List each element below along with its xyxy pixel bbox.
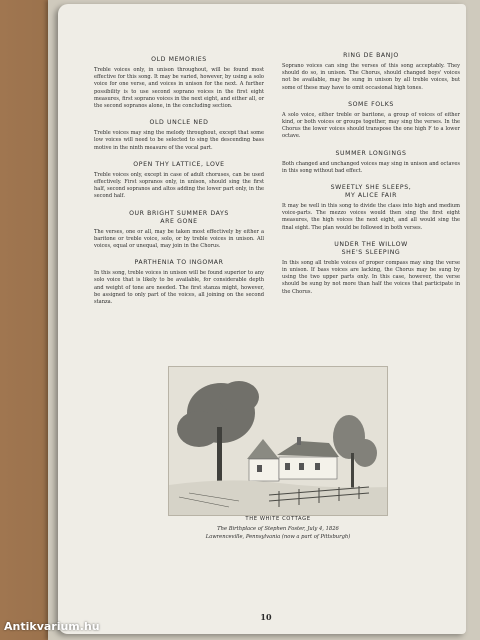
section-title: OLD UNCLE NED: [149, 119, 209, 127]
illustration-caption-title: THE WHITE COTTAGE: [245, 516, 311, 522]
page-number: 10: [260, 612, 272, 622]
section-text: Treble voices only, in unison throughout, will be found most effective for this song. It may be varied, however, by using a solo voice for one verse, and voices in unison for the next. A further possibility is to use second soprano voices in the first eight measures, first soprano voices in the next eight, and either all, or the second sopranos alone, in the concluding section.: [94, 67, 264, 110]
cottage-illustration: [168, 366, 388, 516]
section-text: In this song all treble voices of proper compass may sing the verse in unison. If bass voices are lacking, the Chorus may be sung by using the two upper parts only. In this case, however, the verse should be sung by not more than half the voices that participate in the Chorus.: [282, 259, 460, 295]
section-title-cont: ARE GONE: [160, 217, 198, 225]
section-text: A solo voice, either treble or baritone, a group of voices of either kind, or both voices or groups together, may sing the verses. In the Chorus the lower voices should transpose the one high F to a lower octave.: [282, 111, 460, 140]
right-column: [282, 52, 460, 305]
section-title: OPEN THY LATTICE, LOVE: [133, 160, 225, 168]
illustration-caption-line: The Birthplace of Stephen Foster, July 4, 1826: [217, 526, 339, 532]
section-title: SOME FOLKS: [348, 100, 394, 108]
illustration-caption-line: Lawrenceville, Pennsylvania (now a part of Pittsburgh): [205, 534, 351, 540]
section-title-cont: SHE'S SLEEPING: [341, 248, 401, 256]
section-title: SUMMER LONGINGS: [335, 149, 407, 157]
section-text: It may be well in this song to divide the class into high and medium voice-parts. The mezzo voices would then sing the first eight measures, the high voices the next eight, and all would sing the final eight. The plan would be followed in both verses.: [282, 203, 460, 231]
section-text: Treble voices may sing the melody throughout, except that some low voices will need to be selected to sing the descending bass motive in the ninth measure of the vocal part.: [94, 130, 264, 151]
section-title: OLD MEMORIES: [151, 56, 207, 63]
section-text: Both changed and unchanged voices may sing in unison and octaves in this song without bad effect.: [282, 160, 460, 174]
section-title: SWEETLY SHE SLEEPS,: [330, 184, 412, 192]
section-title-cont: MY ALICE FAIR: [345, 192, 397, 200]
watermark-logo: Antikvarium.hu: [4, 620, 100, 633]
section-text: Treble voices only, except in case of adult choruses, can be used effectively. First sopranos only, in unison, should sing the first half, second sopranos and altos adding the lower part only, in the second half.: [94, 171, 264, 200]
left-column: [94, 56, 264, 315]
cottage-sketch: [169, 367, 387, 515]
book-page: [58, 4, 466, 634]
section-title: OUR BRIGHT SUMMER DAYS: [129, 209, 229, 217]
section-title: RING DE BANJO: [343, 52, 399, 59]
section-text: In this song, treble voices in unison will be found superior to any solo voice that is likely to be available, for considerable depth and weight of tone are needed. The first stanza might, however, be assigned to only part of the voices, all joining on the second stanza.: [94, 270, 264, 306]
section-title: UNDER THE WILLOW: [334, 240, 408, 248]
section-title: PARTHENIA TO INGOMAR: [134, 259, 224, 267]
section-text: The verses, one or all, may be taken most effectively by either a baritone or treble voice, solo, or by treble voices in unison. All voices, equal or unequal, may join in the Chorus.: [94, 228, 264, 250]
section-text: Soprano voices can sing the verses of this song acceptably. They should do so, in unison. The Chorus, should changed boys' voices not be available, may be sung in unison by all treble voices, but some of these may have to omit occasional high tones.: [282, 63, 460, 91]
